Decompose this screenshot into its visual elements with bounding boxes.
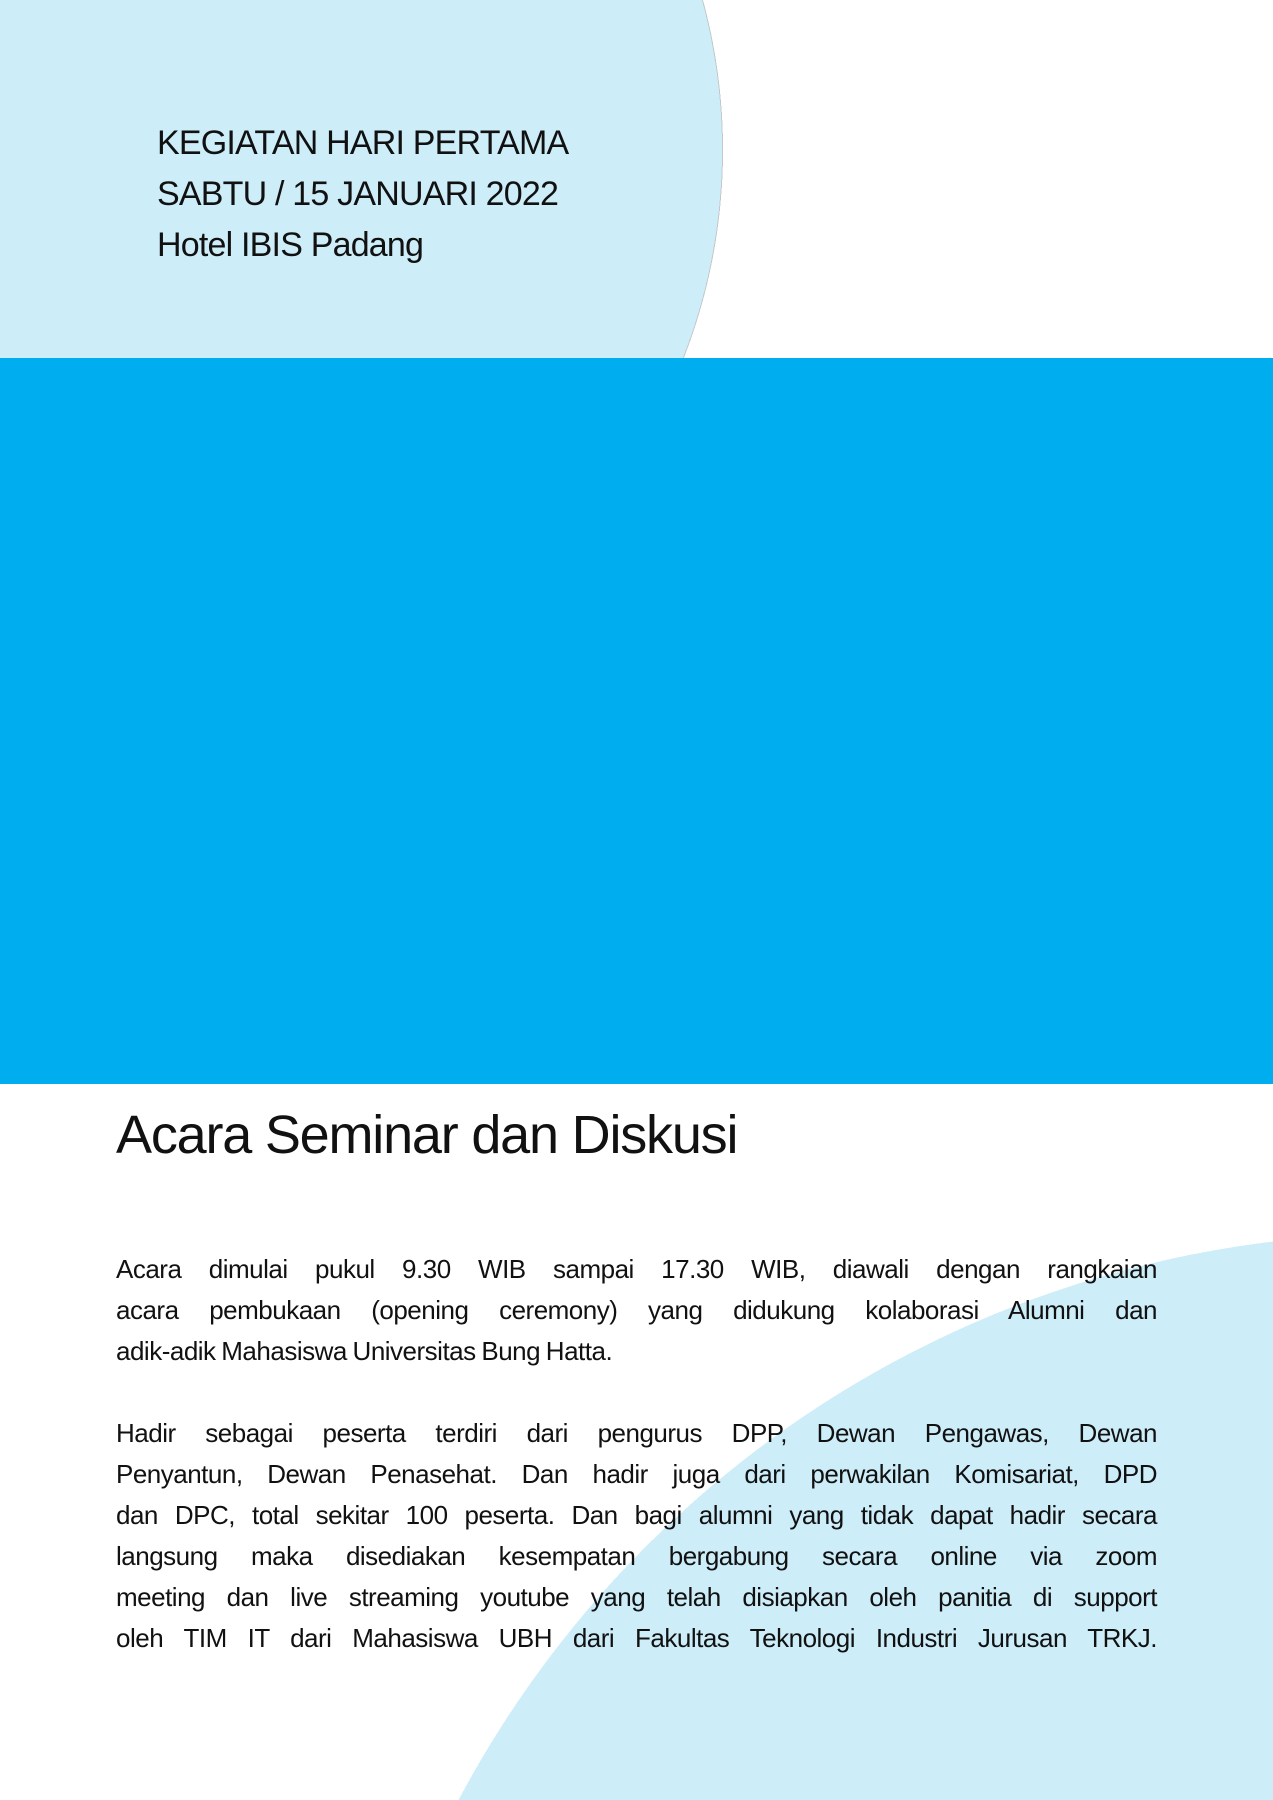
section-title: Acara Seminar dan Diskusi bbox=[116, 1105, 738, 1165]
image-placeholder-band bbox=[0, 358, 1273, 1084]
event-date: SABTU / 15 JANUARI 2022 bbox=[157, 175, 559, 213]
text-line: acara pembukaan (opening ceremony) yang didukung kolaborasi Alumni dan bbox=[116, 1295, 1157, 1325]
text-line: Hadir sebagai peserta terdiri dari pengurus DPP, Dewan Pengawas, Dewan bbox=[116, 1418, 1157, 1448]
event-info bbox=[157, 118, 568, 271]
text-line: Penyantun, Dewan Penasehat. Dan hadir juga dari perwakilan Komisariat, DPD bbox=[116, 1459, 1157, 1489]
paragraph-2 bbox=[116, 1413, 1157, 1659]
text-line: langsung maka disediakan kesempatan bergabung secara online via zoom bbox=[116, 1541, 1157, 1571]
text-line: adik-adik Mahasiswa Universitas Bung Hatta. bbox=[116, 1336, 613, 1366]
event-venue: Hotel IBIS Padang bbox=[157, 226, 424, 264]
text-line: dan DPC, total sekitar 100 peserta. Dan bagi alumni yang tidak dapat hadir secara bbox=[116, 1500, 1157, 1530]
text-line: meeting dan live streaming youtube yang telah disiapkan oleh panitia di support bbox=[116, 1582, 1157, 1612]
text-line: Acara dimulai pukul 9.30 WIB sampai 17.30 WIB, diawali dengan rangkaian bbox=[116, 1254, 1157, 1284]
paragraph-1 bbox=[116, 1249, 1157, 1372]
event-day-title: KEGIATAN HARI PERTAMA bbox=[157, 124, 569, 162]
text-line: oleh TIM IT dari Mahasiswa UBH dari Fakultas Teknologi Industri Jurusan TRKJ. bbox=[116, 1623, 1157, 1653]
